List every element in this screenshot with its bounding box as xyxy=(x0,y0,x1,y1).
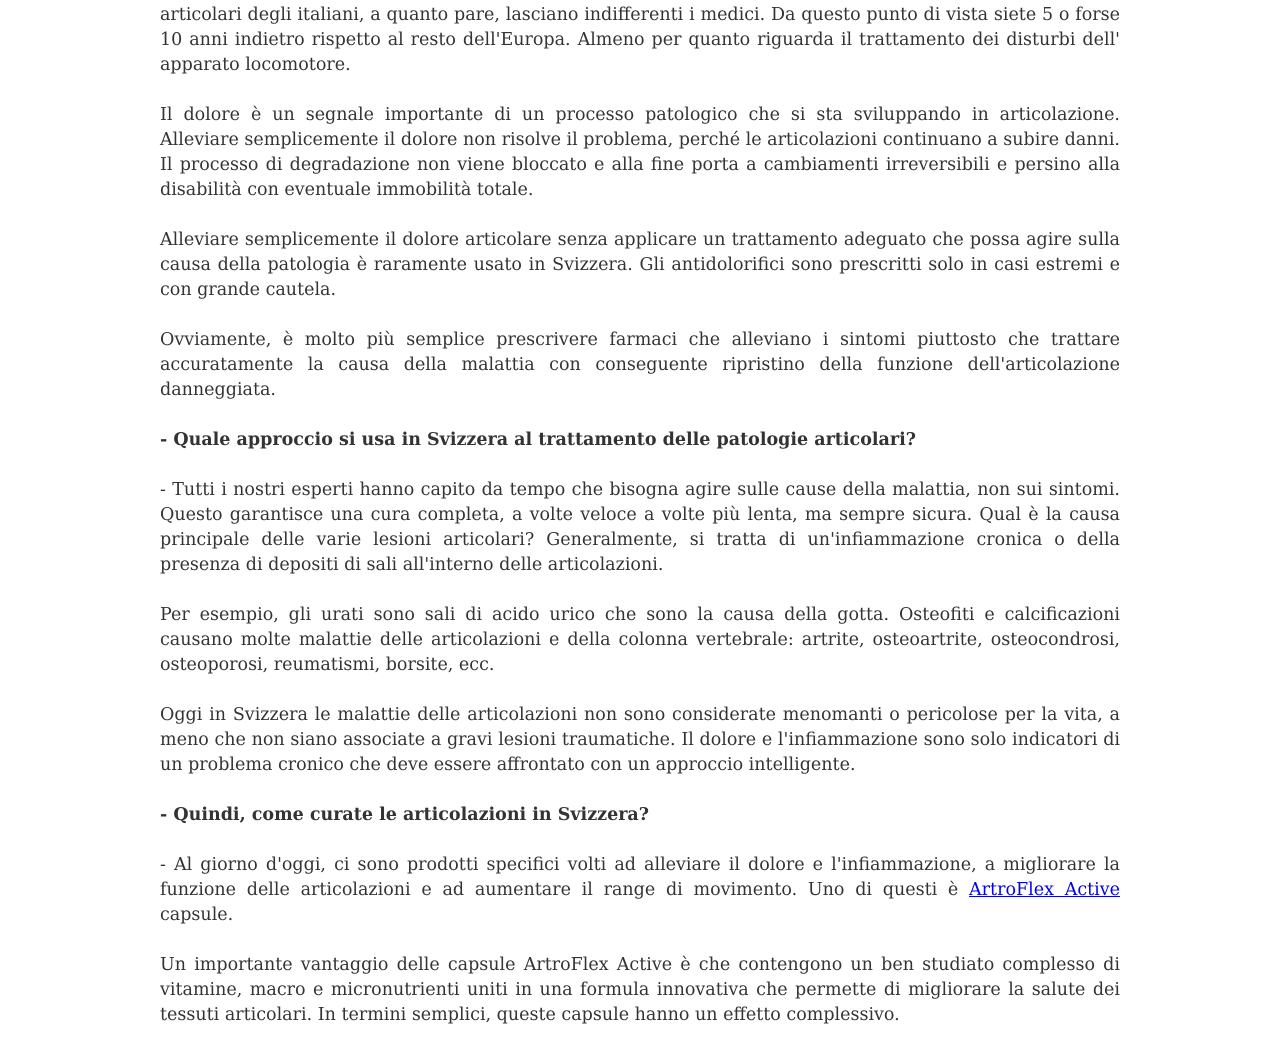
article-body xyxy=(160,3,1120,1053)
interview-question: - Quale approccio si usa in Svizzera al trattamento delle patologie articolari? xyxy=(160,430,916,450)
article-paragraph: Per esempio, gli urati sono sali di acido urico che sono la causa della gotta. Osteofiti e calcificazioni causano molte malattie delle articolazioni e della colonna vertebrale: artrite, osteoartrite, osteocondrosi, osteoporosi, reumatismi, borsite, ecc. xyxy=(160,605,1120,675)
article-paragraph: Un importante vantaggio delle capsule ArtroFlex Active è che contengono un ben studiato complesso di vitamine, macro e micronutrienti uniti in una formula innovativa che permette di migliorare la salute dei tessuti articolari. In termini semplici, queste capsule hanno un effetto complessivo. xyxy=(160,955,1120,1025)
article-paragraph: Il dolore è un segnale importante di un processo patologico che si sta sviluppando in articolazione. Alleviare semplicemente il dolore non risolve il problema, perché le articolazioni continuano a subire danni. Il processo di degradazione non viene bloccato e alla fine porta a cambiamenti irreversibili e persino alla disabilità con eventuale immobilità totale. xyxy=(160,105,1120,200)
article-paragraph: Oggi in Svizzera le malattie delle articolazioni non sono considerate menomanti o pericolose per la vita, a meno che non siano associate a gravi lesioni traumatiche. Il dolore e l'infiammazione sono solo indicatori di un problema cronico che deve essere affrontato con un approccio intelligente. xyxy=(160,705,1120,775)
product-link[interactable]: ArtroFlex Active xyxy=(969,880,1121,900)
paragraph-text: capsule. xyxy=(160,905,234,925)
paragraph-text: - Al giorno d'oggi, ci sono prodotti specifici volti ad alleviare il dolore e l'infiammazione, a migliorare la funzione delle articolazioni e ad aumentare il range di movimento. Uno di questi è xyxy=(160,855,1120,900)
article-paragraph: Ovviamente, è molto più semplice prescrivere farmaci che alleviano i sintomi piuttosto che trattare accuratamente la causa della malattia con conseguente ripristino della funzione dell'articolazione danneggiata. xyxy=(160,330,1120,400)
article-paragraph: articolari degli italiani, a quanto pare, lasciano indifferenti i medici. Da questo punto di vista siete 5 o forse 10 anni indietro rispetto al resto dell'Europa. Almeno per quanto riguarda il trattamento dei disturbi dell' apparato locomotore. xyxy=(160,5,1120,75)
article-paragraph: - Tutti i nostri esperti hanno capito da tempo che bisogna agire sulle cause della malattia, non sui sintomi. Questo garantisce una cura completa, a volte veloce a volte più lenta, ma sempre sicura. Qual è la causa principale delle varie lesioni articolari? Generalmente, si tratta di un'infiammazione cronica o della presenza di depositi di sali all'interno delle articolazioni. xyxy=(160,480,1120,575)
article-paragraph: Alleviare semplicemente il dolore articolare senza applicare un trattamento adeguato che possa agire sulla causa della patologia è raramente usato in Svizzera. Gli antidolorifici sono prescritti solo in casi estremi e con grande cautela. xyxy=(160,230,1120,300)
article-paragraph xyxy=(160,853,1120,928)
interview-question: - Quindi, come curate le articolazioni in Svizzera? xyxy=(160,805,650,825)
